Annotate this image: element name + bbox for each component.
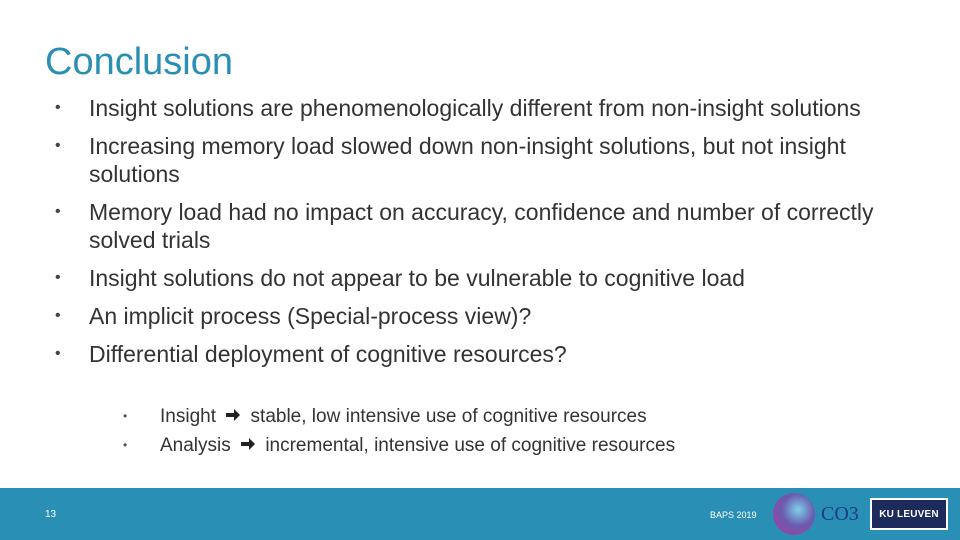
bullet-dot: •: [55, 203, 61, 220]
bullet-text: Insight solutions are phenomenologically different from non-insight solutions: [89, 95, 861, 121]
sub-bullet-lead: Insight: [160, 406, 216, 427]
slide-title: Conclusion: [45, 41, 233, 83]
bullet-dot: •: [55, 345, 61, 362]
arrow-right-icon: [225, 402, 241, 431]
bullet-item: [55, 198, 915, 254]
bullet-text: Differential deployment of cognitive resources?: [89, 341, 567, 367]
co3-logo: [773, 493, 863, 535]
conference-label: BAPS 2019: [710, 510, 757, 520]
bullet-item: [55, 264, 915, 292]
sub-bullet-dot: •: [123, 438, 128, 452]
bullet-text: Memory load had no impact on accuracy, confidence and number of correctly solved trials: [89, 199, 874, 253]
bullet-item: [55, 302, 915, 330]
bullet-item: [55, 340, 915, 368]
bullet-dot: •: [55, 307, 61, 324]
bullet-dot: •: [55, 269, 61, 286]
bullet-item: [55, 132, 915, 188]
sub-bullet-item: [123, 402, 675, 431]
sub-bullet-dot: •: [123, 409, 128, 423]
sub-bullet-item: [123, 431, 675, 460]
sub-bullet-text: stable, low intensive use of cognitive resources: [250, 406, 647, 427]
sub-bullet-list: [123, 402, 675, 460]
bullet-list: [55, 94, 915, 378]
bullet-text: Insight solutions do not appear to be vulnerable to cognitive load: [89, 265, 745, 291]
sub-bullet-lead: Analysis: [160, 435, 231, 456]
bullet-dot: •: [55, 99, 61, 116]
footer-bar: [0, 488, 960, 540]
co3-logo-text: CO3: [821, 503, 859, 525]
bullet-dot: •: [55, 137, 61, 154]
arrow-right-icon: [240, 431, 256, 460]
co3-logo-circle-icon: [773, 493, 815, 535]
sub-bullet-text: incremental, intensive use of cognitive resources: [265, 435, 676, 456]
page-number: 13: [45, 509, 57, 520]
bullet-text: An implicit process (Special-process view)?: [89, 303, 532, 329]
bullet-item: [55, 94, 915, 122]
ku-leuven-logo: KU LEUVEN: [870, 498, 948, 530]
bullet-text: Increasing memory load slowed down non-insight solutions, but not insight solutions: [89, 133, 846, 187]
